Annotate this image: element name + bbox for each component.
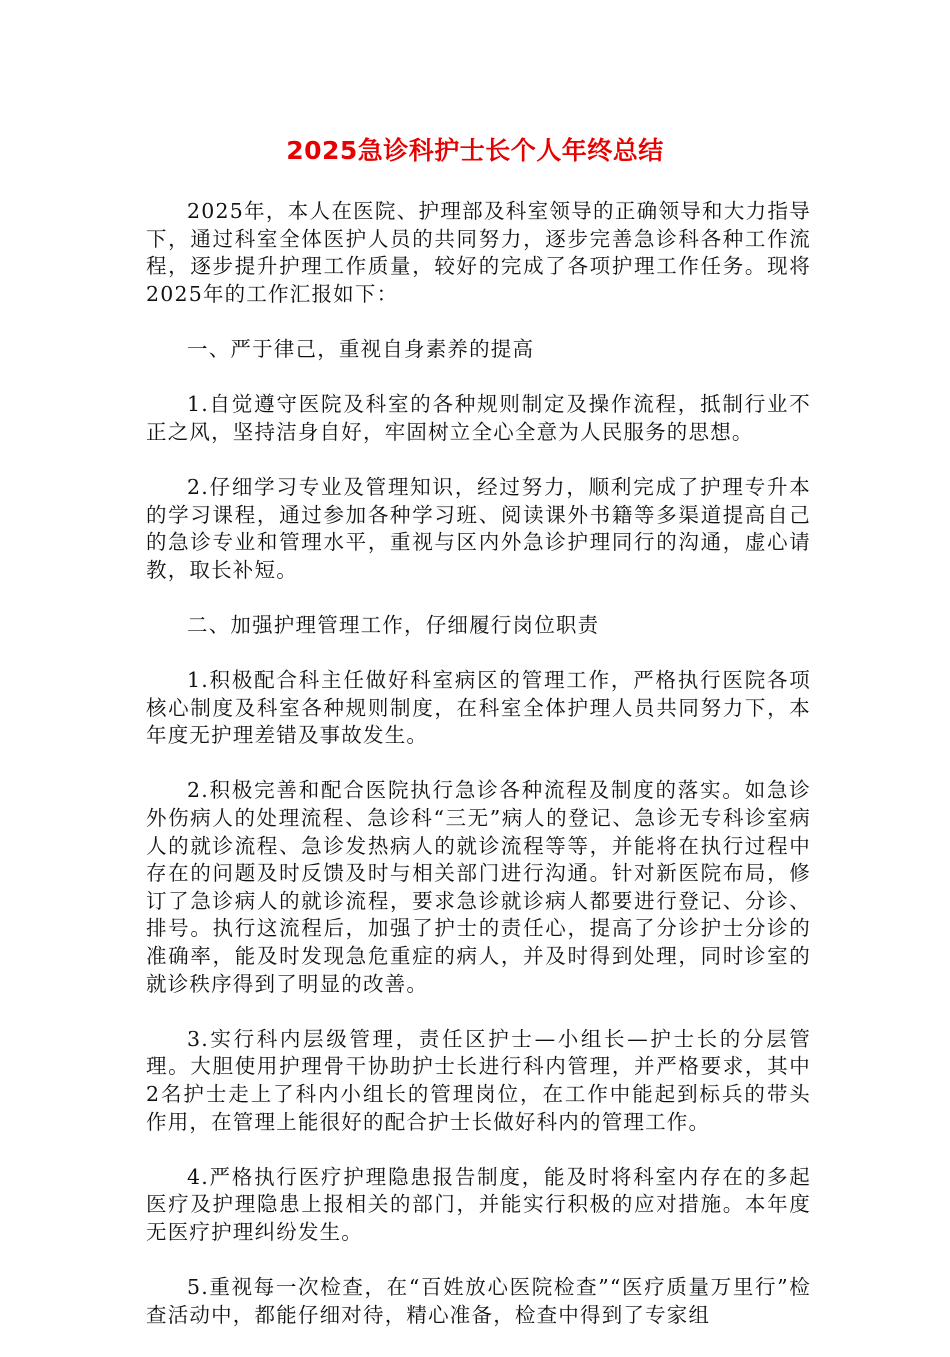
document-title: 2025急诊科护士长个人年终总结 xyxy=(286,136,664,165)
paragraph-2-2: 2.积极完善和配合医院执行急诊各种流程及制度的落实。如急诊外伤病人的处理流程、急诊科“三无”病人的登记、急诊无专科诊室病人的就诊流程、急诊发热病人的就诊流程等等，并能将在执行过程中存在的问题及时反馈及时与相关部门进行沟通。针对新医院布局，修订了急诊病人的就诊流程，要求急诊就诊病人都要进行登记、分诊、排号。执行这流程后，加强了护士的责任心，提高了分诊护士分诊的准确率，能及时发现急危重症的病人，并及时得到处理，同时诊室的就诊秩序得到了明显的改善。 xyxy=(146,778,811,996)
intro-paragraph: 2025年，本人在医院、护理部及科室领导的正确领导和大力指导下，通过科室全体医护人员的共同努力，逐步完善急诊科各种工作流程，逐步提升护理工作质量，较好的完成了各项护理工作任务。现将2025年的工作汇报如下： xyxy=(146,199,811,306)
section-heading-2: 二、加强护理管理工作，仔细履行岗位职责 xyxy=(187,612,600,637)
paragraph-2-5: 5.重视每一次检查，在“百姓放心医院检查”“医疗质量万里行”检查活动中，都能仔细对待，精心准备，检查中得到了专家组 xyxy=(146,1275,811,1327)
paragraph-1-2: 2.仔细学习专业及管理知识，经过努力，顺利完成了护理专升本的学习课程，通过参加各种学习班、阅读课外书籍等多渠道提高自己的急诊专业和管理水平，重视与区内外急诊护理同行的沟通，虚心请教，取长补短。 xyxy=(146,474,811,582)
document-body xyxy=(146,198,811,1357)
paragraph-2-4: 4.严格执行医疗护理隐患报告制度，能及时将科室内存在的多起医疗及护理隐患上报相关的部门，并能实行积极的应对措施。本年度无医疗护理纠纷发生。 xyxy=(146,1164,811,1244)
paragraph-2-1: 1.积极配合科主任做好科室病区的管理工作，严格执行医院各项核心制度及科室各种规则制度，在科室全体护理人员共同努力下，本年度无护理差错及事故发生。 xyxy=(146,668,811,748)
paragraph-1-1: 1.自觉遵守医院及科室的各种规则制定及操作流程，抵制行业不正之风，坚持洁身自好，牢固树立全心全意为人民服务的思想。 xyxy=(146,392,811,444)
paragraph-2-3: 3.实行科内层级管理，责任区护士—小组长—护士长的分层管理。大胆使用护理骨干协助护士长进行科内管理，并严格要求，其中2名护士走上了科内小组长的管理岗位，在工作中能起到标兵的带头作用，在管理上能很好的配合护士长做好科内的管理工作。 xyxy=(146,1026,811,1134)
section-heading-1: 一、严于律己，重视自身素养的提高 xyxy=(187,336,535,361)
